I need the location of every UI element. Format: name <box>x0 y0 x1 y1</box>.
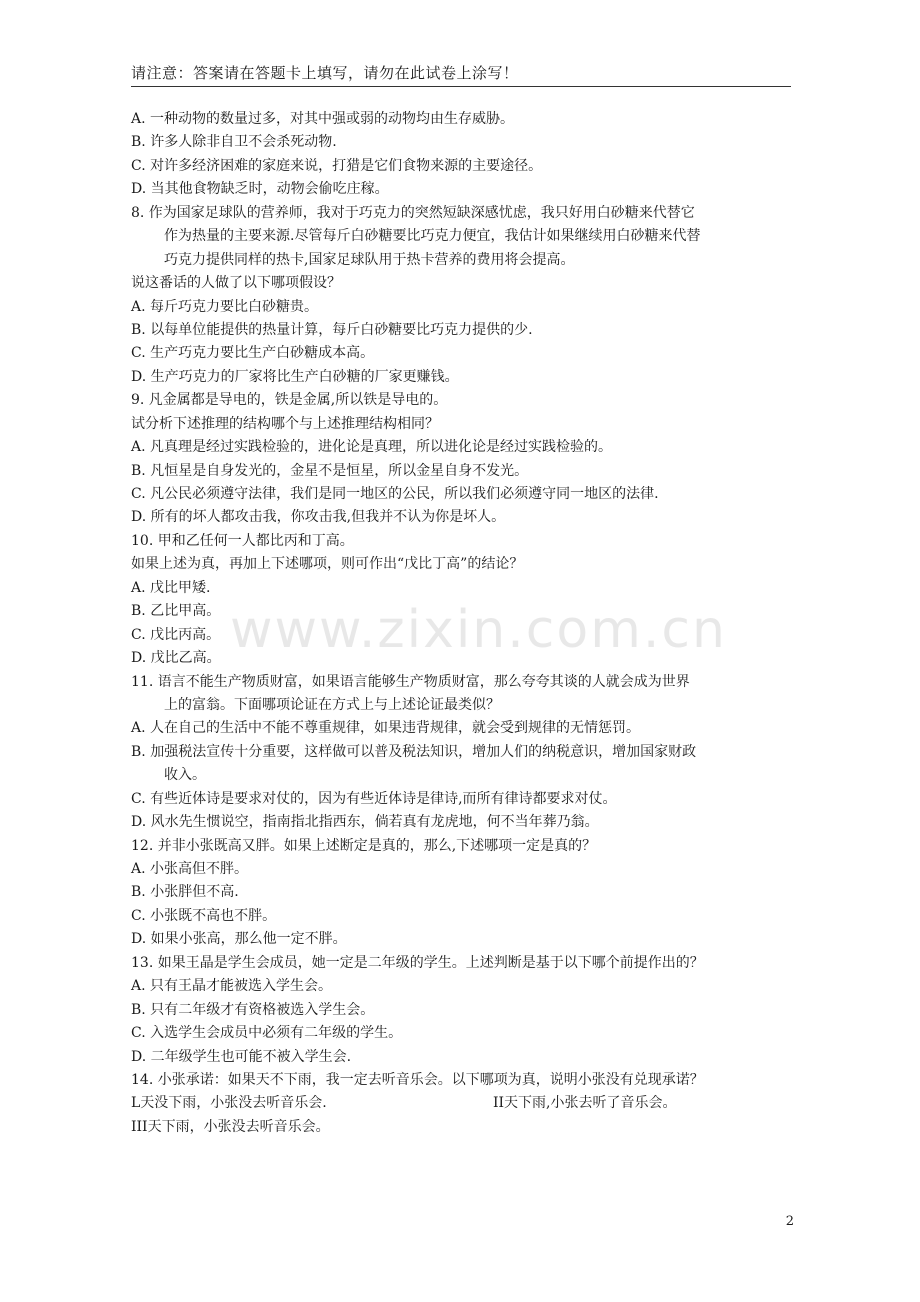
text-line: A. 一种动物的数量过多，对其中强或弱的动物均由生存威胁。 <box>131 111 515 127</box>
text-line: D. 如果小张高，那么他一定不胖。 <box>131 931 347 948</box>
text-line: A. 只有王晶才能被选入学生会。 <box>131 978 333 995</box>
text-line: D. 二年级学生也可能不被入学生会. <box>131 1048 352 1065</box>
text-line: 如果上述为真，再加上下述哪项，则可作出“戊比丁高”的结论？ <box>131 556 524 573</box>
text-line: D. 当其他食物缺乏时，动物会偷吃庄稼。 <box>131 181 389 198</box>
text-line: B. 乙比甲高。 <box>131 603 221 620</box>
text-line: B. 小张胖但不高. <box>131 884 239 901</box>
text-line: A. 人在自己的生活中不能不尊重规律，如果违背规律，就会受到规律的无情惩罚。 <box>131 720 641 737</box>
question-11: 11. 语言不能生产物质财富，如果语言能够生产物质财富，那么夸夸其谈的人就会成为世界 <box>131 673 690 690</box>
question-14: 14. 小张承诺：如果天不下雨，我一定去听音乐会。以下哪项为真，说明小张没有兑现承诺？ <box>131 1071 704 1088</box>
text-line: C. 入选学生会成员中必须有二年级的学生。 <box>131 1025 403 1042</box>
page-number: 2 <box>785 1214 794 1229</box>
text-line: 收入。 <box>164 767 206 784</box>
text-line: D. 风水先生惯说空，指南指北指西东，倘若真有龙虎地，何不当年葬乃翁。 <box>131 814 599 831</box>
question-content <box>131 108 796 1139</box>
text-line: C. 小张既不高也不胖。 <box>131 907 277 924</box>
text-line: C. 对许多经济困难的家庭来说，打猎是它们食物来源的主要途径。 <box>131 157 543 174</box>
text-line: A. 小张高但不胖。 <box>131 861 249 877</box>
text-line: A. 戊比甲矮. <box>131 579 211 596</box>
q14-option-2: II天下雨,小张去听了音乐会。 <box>493 1095 677 1112</box>
text-line: 作为热量的主要来源.尽管每斤白砂糖要比巧克力便宜，我估计如果继续用白砂糖来代替 <box>164 228 701 245</box>
q14-option-1: L天没下雨，小张没去听音乐会. <box>131 1095 327 1112</box>
text-line: C. 凡公民必须遵守法律，我们是同一地区的公民，所以我们必须遵守同一地区的法律. <box>131 486 659 502</box>
text-line: B. 加强税法宣传十分重要，这样做可以普及税法知识，增加人们的纳税意识，增加国家财政 <box>131 743 697 760</box>
question-13: 13. 如果王晶是学生会成员，她一定是二年级的学生。上述判断是基于以下哪个前提作出的？ <box>131 954 704 971</box>
watermark-text: www.zixin.com.cn <box>230 600 727 660</box>
page-header-notice: 请注意：答案请在答题卡上填写，请勿在此试卷上涂写！ <box>131 60 791 87</box>
question-10: 10. 甲和乙任何一人都比丙和丁高。 <box>131 532 354 549</box>
text-line: B. 许多人除非自卫不会杀死动物. <box>131 134 337 151</box>
text-line: A. 凡真理是经过实践检验的，进化论是真理，所以进化论是经过实践检验的。 <box>131 439 613 456</box>
text-line: B. 以每单位能提供的热量计算，每斤白砂糖要比巧克力提供的少. <box>131 321 533 338</box>
text-line: D. 戊比乙高。 <box>131 650 221 667</box>
question-9: 9. 凡金属都是导电的，铁是金属,所以铁是导电的。 <box>131 392 448 409</box>
question-8: 8. 作为国家足球队的营养师，我对于巧克力的突然短缺深感忧虑，我只好用白砂糖来代替它 <box>131 204 695 221</box>
text-line: A. 每斤巧克力要比白砂糖贵。 <box>131 298 319 315</box>
question-12: 12. 并非小张既高又胖。如果上述断定是真的，那么,下述哪项一定是真的？ <box>131 837 597 854</box>
text-line: C. 生产巧克力要比生产白砂糖成本高。 <box>131 345 375 362</box>
text-line: 巧克力提供同样的热卡,国家足球队用于热卡营养的费用将会提高。 <box>164 251 575 268</box>
text-line: B. 凡恒星是自身发光的，金星不是恒星，所以金星自身不发光。 <box>131 462 529 479</box>
text-line: D. 所有的坏人都攻击我，你攻击我,但我并不认为你是坏人。 <box>131 509 506 526</box>
text-line: D. 生产巧克力的厂家将比生产白砂糖的厂家更赚钱。 <box>131 368 459 385</box>
q14-option-row <box>131 1092 796 1115</box>
q14-option-3: III天下雨，小张没去听音乐会。 <box>131 1118 330 1135</box>
text-line: 试分析下述推理的结构哪个与上述推理结构相同？ <box>131 415 439 432</box>
text-line: 说这番话的人做了以下哪项假设？ <box>131 275 341 292</box>
text-line: C. 戊比丙高。 <box>131 626 221 643</box>
text-line: C. 有些近体诗是要求对仗的，因为有些近体诗是律诗,而所有律诗都要求对仗。 <box>131 790 617 807</box>
text-line: B. 只有二年级才有资格被选入学生会。 <box>131 1001 375 1018</box>
text-line: 上的富翁。下面哪项论证在方式上与上述论证最类似？ <box>164 696 500 713</box>
